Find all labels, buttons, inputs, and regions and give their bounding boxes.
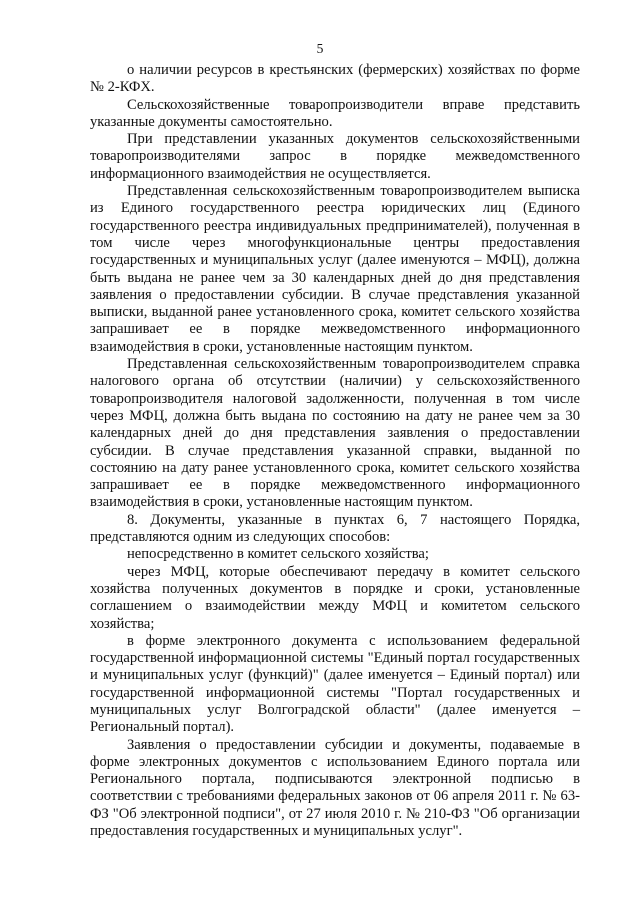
paragraph-direct-submission: непосредственно в комитет сельского хозяйства; [127, 546, 429, 563]
paragraph-no-interagency-request: При представлении указанных документов сельскохозяйственными товаропроизводителями запрос в порядке межведомственного информационного взаимодействия не осуществляется. [90, 131, 580, 182]
paragraph-resources-form: о наличии ресурсов в крестьянских (фермерских) хозяйствах по форме № 2-КФХ. [90, 62, 580, 96]
paragraph-self-submission: Сельскохозяйственные товаропроизводители вправе представить указанные документы самостоятельно. [90, 96, 580, 130]
paragraph-tax-certificate: Представленная сельскохозяйственным товаропроизводителем справка налогового органа об отсутствии (наличии) у сельскохозяйственного товаропроизводителя налоговой задолженности, полученная в том числе через МФЦ, должна быть выдана по состоянию на дату не ранее чем за 30 календарных дней до дня представления заявления о предоставлении субсидии. В случае представления указанной справки, выданной по состоянию на дату ранее установленного срока, комитет сельского хозяйства запрашивает ее в порядке межведомственного информационного взаимодействия в сроки, установленные настоящим пунктом. [90, 356, 580, 511]
paragraph-mfc-submission: через МФЦ, которые обеспечивают передачу в комитет сельского хозяйства полученных документов в порядке и сроки, установленные соглашением о взаимодействии между МФЦ и комитетом сельского хозяйства; [90, 563, 580, 632]
paragraph-registry-extract: Представленная сельскохозяйственным товаропроизводителем выписка из Единого государственного реестра юридических лиц (Единого государственного реестра индивидуальных предпринимателей), полученная в том числе через многофункциональные центры предоставления государственных и муниципальных услуг (далее именуются – МФЦ), должна быть выдана не ранее чем за 30 календарных дней до дня представления заявления о предоставлении субсидии. В случае представления указанной выписки, выданной ранее установленного срока, комитет сельского хозяйства запрашивает ее в порядке межведомственного информационного взаимодействия в сроки, установленные настоящим пунктом. [90, 183, 580, 355]
page-number: 5 [316, 41, 324, 56]
paragraph-electronic-signature: Заявления о предоставлении субсидии и документы, подаваемые в форме электронных документов с использованием Единого портала или Регионального портала, подписываются электронной подписью в соответствии с требованиями федеральных законов от 06 апреля 2011 г. № 63-ФЗ "Об электронной подписи", от 27 июля 2010 г. № 210-ФЗ "Об организации предоставления государственных и муниципальных услуг". [90, 736, 580, 840]
document-body [90, 62, 580, 840]
paragraph-electronic-submission: в форме электронного документа с использованием федеральной государственной информационной системы "Единый портал государственных и муниципальных услуг (функций)" (далее именуется – Единый портал) или государственной информационной системы "Портал государственных и муниципальных услуг Волгоградской области" (далее именуется – Региональный портал). [90, 632, 580, 736]
paragraph-item-8: 8. Документы, указанные в пунктах 6, 7 настоящего Порядка, представляются одним из следующих способов: [90, 511, 580, 546]
